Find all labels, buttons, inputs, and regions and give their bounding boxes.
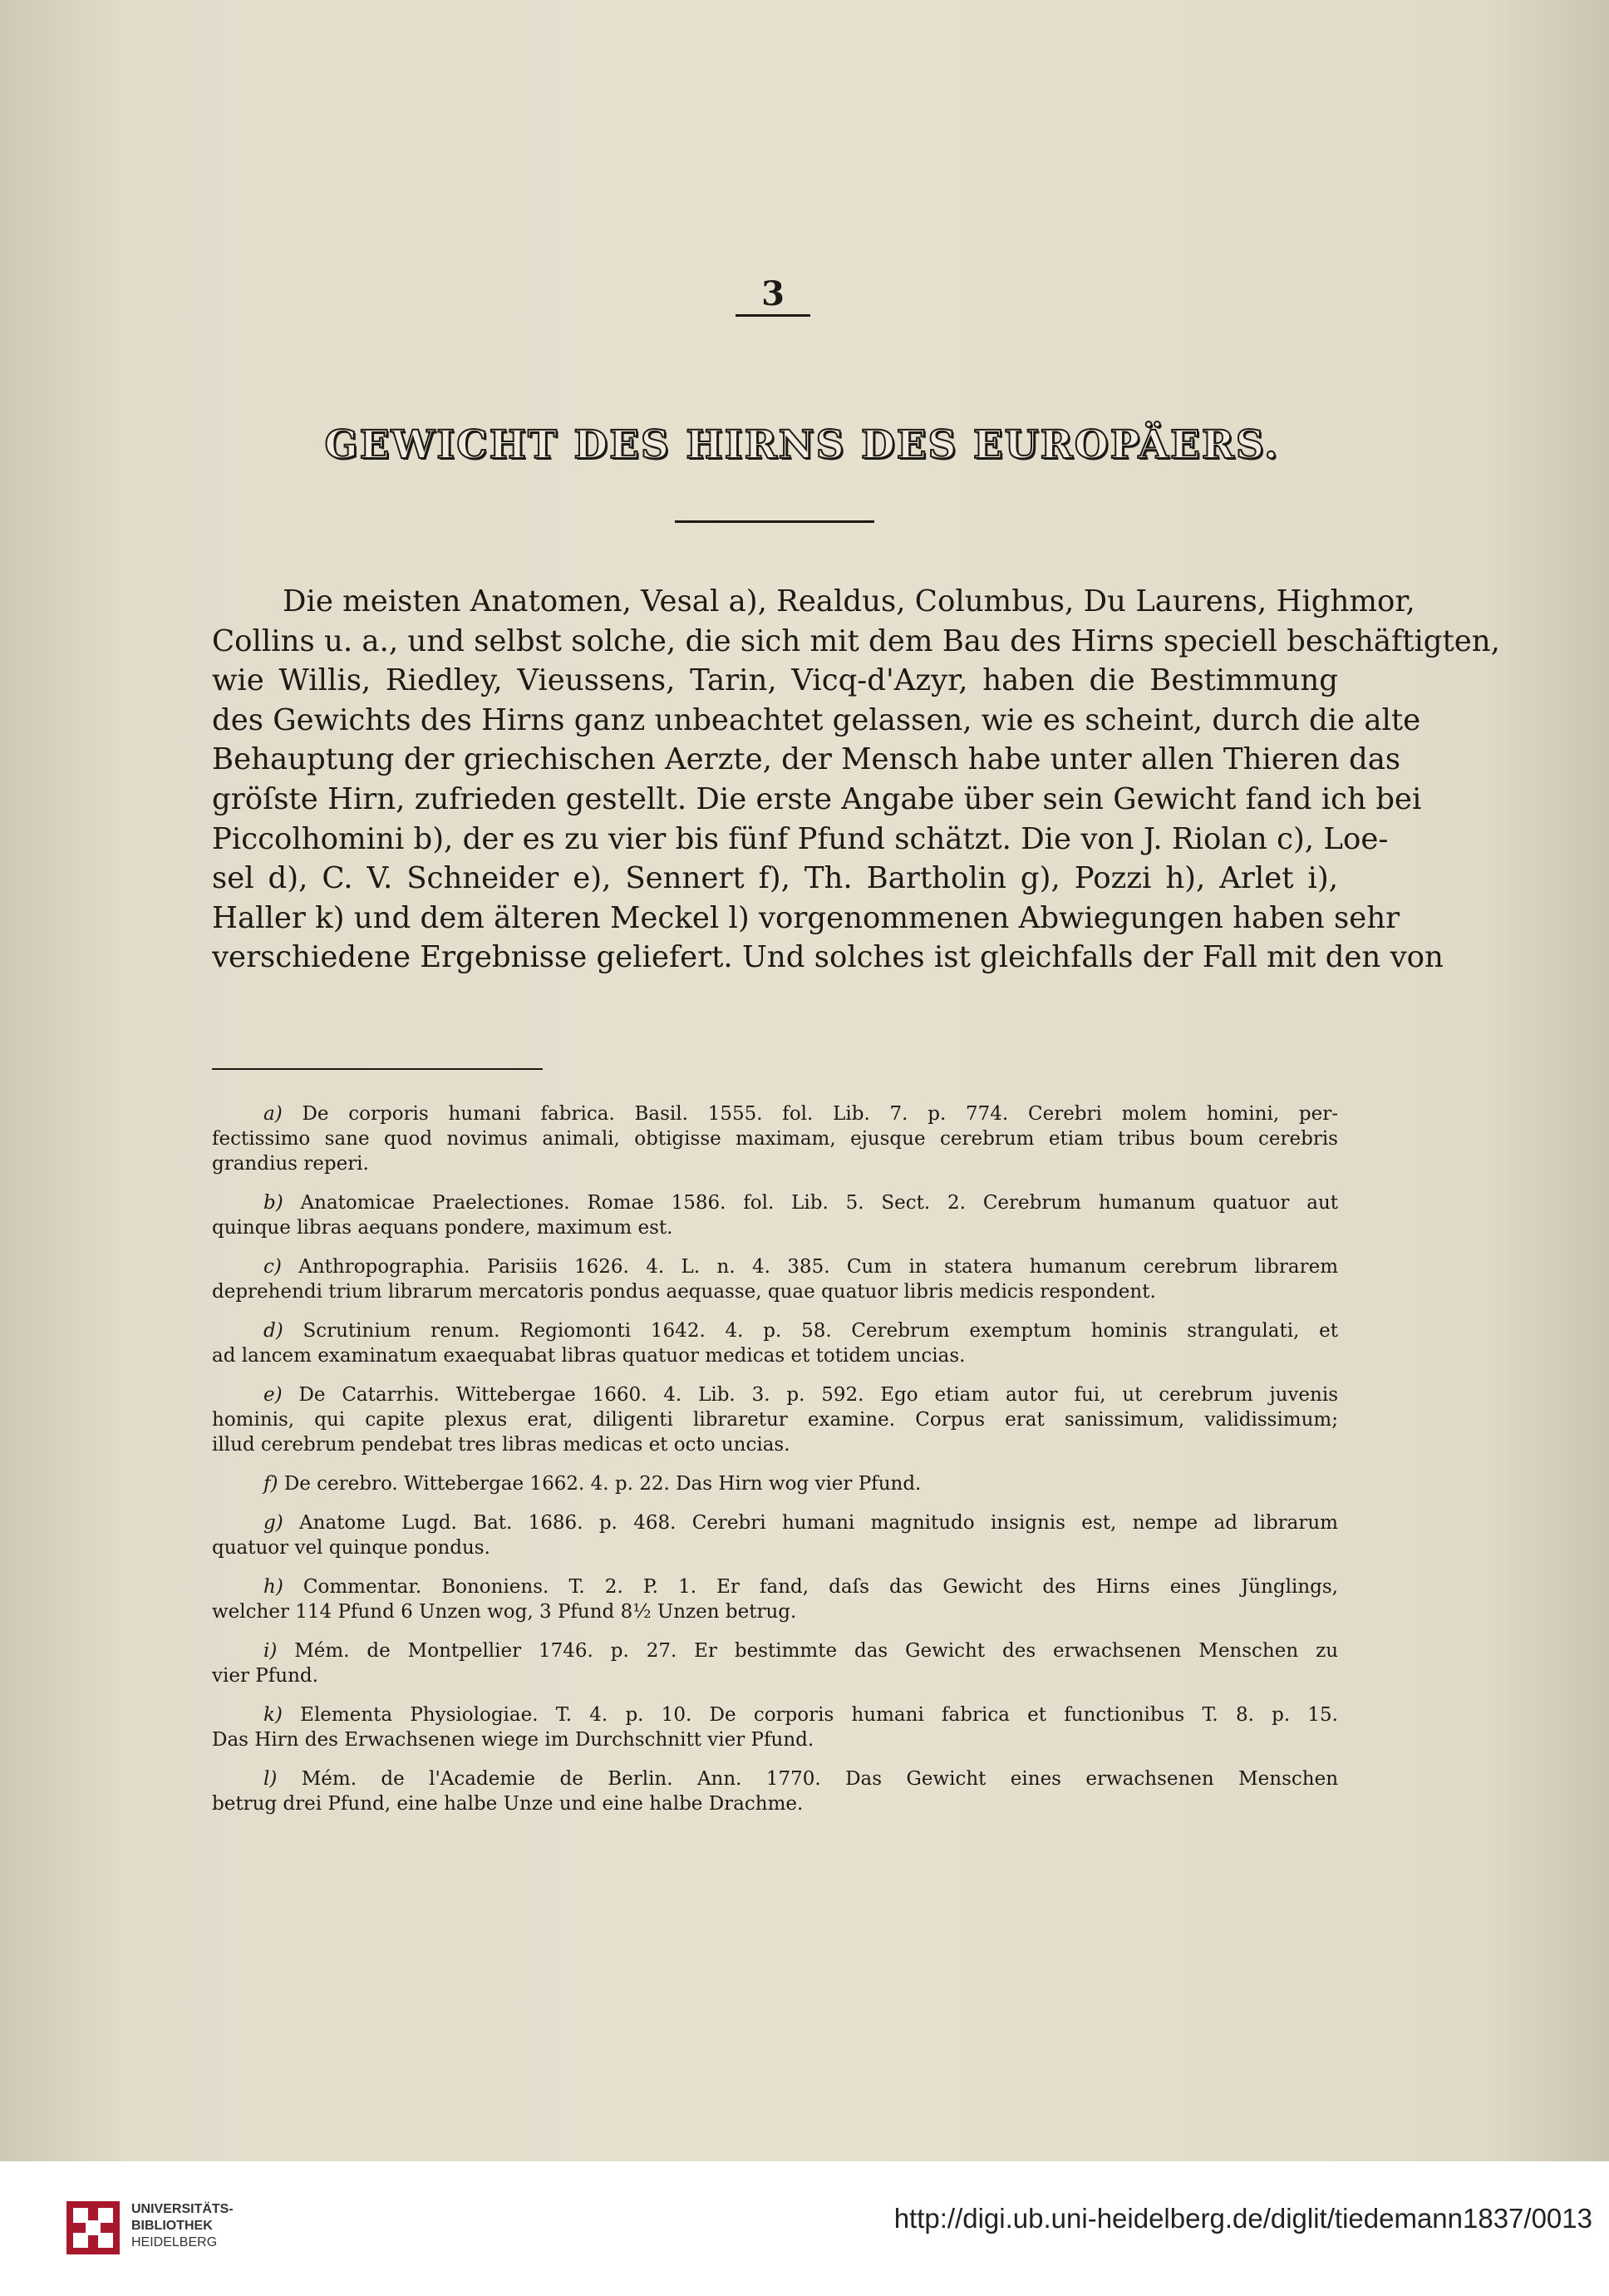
footnote-text: fectissimo sane quod novimus animali, obtigisse maximam, ejusque cerebrum etiam tribus boum cerebris: [212, 1128, 1338, 1150]
body-line: wie Willis, Riedley, Vieussens, Tarin, Vicq-d'Azyr, haben die Bestimmung: [212, 663, 1338, 698]
body-line: Haller k) und dem älteren Meckel l) vorgenommenen Abwiegungen haben sehr: [212, 900, 1400, 935]
footnote-k: [212, 1702, 1338, 1752]
footnote-label: l): [263, 1768, 278, 1790]
page-title: GEWICHT DES HIRNS DES EUROPÄERS.: [324, 422, 1280, 468]
footnote-l: [212, 1766, 1338, 1816]
page-number: 3: [761, 274, 785, 313]
title-divider: [675, 520, 874, 523]
footnote-label: c): [263, 1256, 282, 1278]
body-line: des Gewichts des Hirns ganz unbeachtet gelassen, wie es scheint, durch die alte: [212, 702, 1421, 737]
body-paragraph: [212, 582, 1500, 978]
footnote-text: grandius reperi.: [212, 1153, 369, 1175]
page-number-underline: [736, 314, 810, 317]
footnote-label: a): [263, 1103, 283, 1125]
footnote-label: d): [263, 1320, 283, 1342]
footnote-text: Anthropographia. Parisiis 1626. 4. L. n. 4. 385. Cum in statera humanum cerebrum librarem: [298, 1256, 1339, 1278]
footnote-text: ad lancem examinatum exaequabat libras quatuor medicas et totidem uncias.: [212, 1345, 966, 1367]
footnote-text: De corporis humani fabrica. Basil. 1555. fol. Lib. 7. p. 774. Cerebri molem homini, per-: [302, 1103, 1338, 1125]
footnote-c: [212, 1254, 1338, 1304]
body-line: verschiedene Ergebnisse geliefert. Und solches ist gleichfalls der Fall mit den von: [212, 940, 1444, 975]
footnote-g: [212, 1510, 1338, 1560]
footnote-text: hominis, qui capite plexus erat, diligenti libraretur examine. Corpus erat sanissimum, validissimum;: [212, 1409, 1338, 1431]
footnote-d: [212, 1318, 1338, 1368]
footnote-text: betrug drei Pfund, eine halbe Unze und eine halbe Drachme.: [212, 1793, 804, 1815]
footnote-text: Anatome Lugd. Bat. 1686. p. 468. Cerebri humani magnitudo insignis est, nempe ad librarum: [299, 1512, 1338, 1534]
footnote-text: Commentar. Bononiens. T. 2. P. 1. Er fand, daſs das Gewicht des Hirns eines Jünglings,: [303, 1576, 1338, 1598]
footnote-text: vier Pfund.: [212, 1665, 318, 1687]
footnote-text: deprehendi trium librarum mercatoris pondus aequasse, quae quatuor libris medicis respondent.: [212, 1281, 1156, 1303]
footnote-text: Scrutinium renum. Regiomonti 1642. 4. p. 58. Cerebrum exemptum hominis strangulati, et: [303, 1320, 1338, 1342]
footnote-b: [212, 1190, 1338, 1240]
footnote-text: De cerebro. Wittebergae 1662. 4. p. 22. Das Hirn wog vier Pfund.: [283, 1473, 922, 1495]
footnotes: [212, 1101, 1338, 1830]
body-line: Piccolhomini b), der es zu vier bis fünf Pfund schätzt. Die von J. Riolan c), Loe-: [212, 821, 1389, 856]
footnote-e: [212, 1382, 1338, 1457]
footnote-text: Elementa Physiologiae. T. 4. p. 10. De corporis humani fabrica et functionibus T. 8. p. 15.: [300, 1704, 1338, 1726]
body-line: Behauptung der griechischen Aerzte, der Mensch habe unter allen Thieren das: [212, 742, 1401, 777]
footnote-h: [212, 1574, 1338, 1624]
footnote-label: g): [263, 1512, 283, 1534]
footnote-label: f): [263, 1473, 278, 1495]
footnote-text: quatuor vel quinque pondus.: [212, 1537, 490, 1559]
library-name: UNIVERSITÄTS- BIBLIOTHEK HEIDELBERG: [131, 2202, 234, 2249]
footnote-label: b): [263, 1192, 283, 1214]
footnote-text: illud cerebrum pendebat tres libras medicas et octo uncias.: [212, 1434, 790, 1456]
body-line: Collins u. a., und selbst solche, die sich mit dem Bau des Hirns speciell beschäftigten,: [212, 623, 1500, 658]
footnote-a: [212, 1101, 1338, 1176]
footnote-label: h): [263, 1576, 283, 1598]
body-line: gröſste Hirn, zufrieden gestellt. Die erste Angabe über sein Gewicht fand ich bei: [212, 781, 1422, 816]
footnote-text: De Catarrhis. Wittebergae 1660. 4. Lib. 3. p. 592. Ego etiam autor fui, ut cerebrum juvenis: [298, 1384, 1339, 1406]
footnote-text: Mém. de Montpellier 1746. p. 27. Er bestimmte das Gewicht des erwachsenen Menschen zu: [294, 1640, 1339, 1662]
footnote-i: [212, 1638, 1338, 1688]
body-line: sel d), C. V. Schneider e), Sennert f), Th. Bartholin g), Pozzi h), Arlet i),: [212, 861, 1338, 896]
footnote-text: quinque libras aequans pondere, maximum est.: [212, 1217, 673, 1239]
footnote-label: k): [263, 1704, 283, 1726]
footnote-label: e): [263, 1384, 283, 1406]
footnote-text: welcher 114 Pfund 6 Unzen wog, 3 Pfund 8½ Unzen betrug.: [212, 1601, 797, 1623]
footnote-divider: [212, 1068, 543, 1070]
footnote-label: i): [263, 1640, 278, 1662]
footnote-f: [212, 1471, 1338, 1496]
body-line: Die meisten Anatomen, Vesal a), Realdus, Columbus, Du Laurens, Highmor,: [283, 584, 1415, 618]
footnote-text: Anatomicae Praelectiones. Romae 1586. fol. Lib. 5. Sect. 2. Cerebrum humanum quatuor aut: [300, 1192, 1338, 1214]
footnote-text: Das Hirn des Erwachsenen wiege im Durchschnitt vier Pfund.: [212, 1729, 814, 1751]
source-url-link[interactable]: http://digi.ub.uni-heidelberg.de/diglit/tiedemann1837/0013: [893, 2203, 1592, 2234]
university-library-logo-icon: [66, 2201, 120, 2254]
footnote-text: Mém. de l'Academie de Berlin. Ann. 1770. Das Gewicht eines erwachsenen Menschen: [301, 1768, 1339, 1790]
